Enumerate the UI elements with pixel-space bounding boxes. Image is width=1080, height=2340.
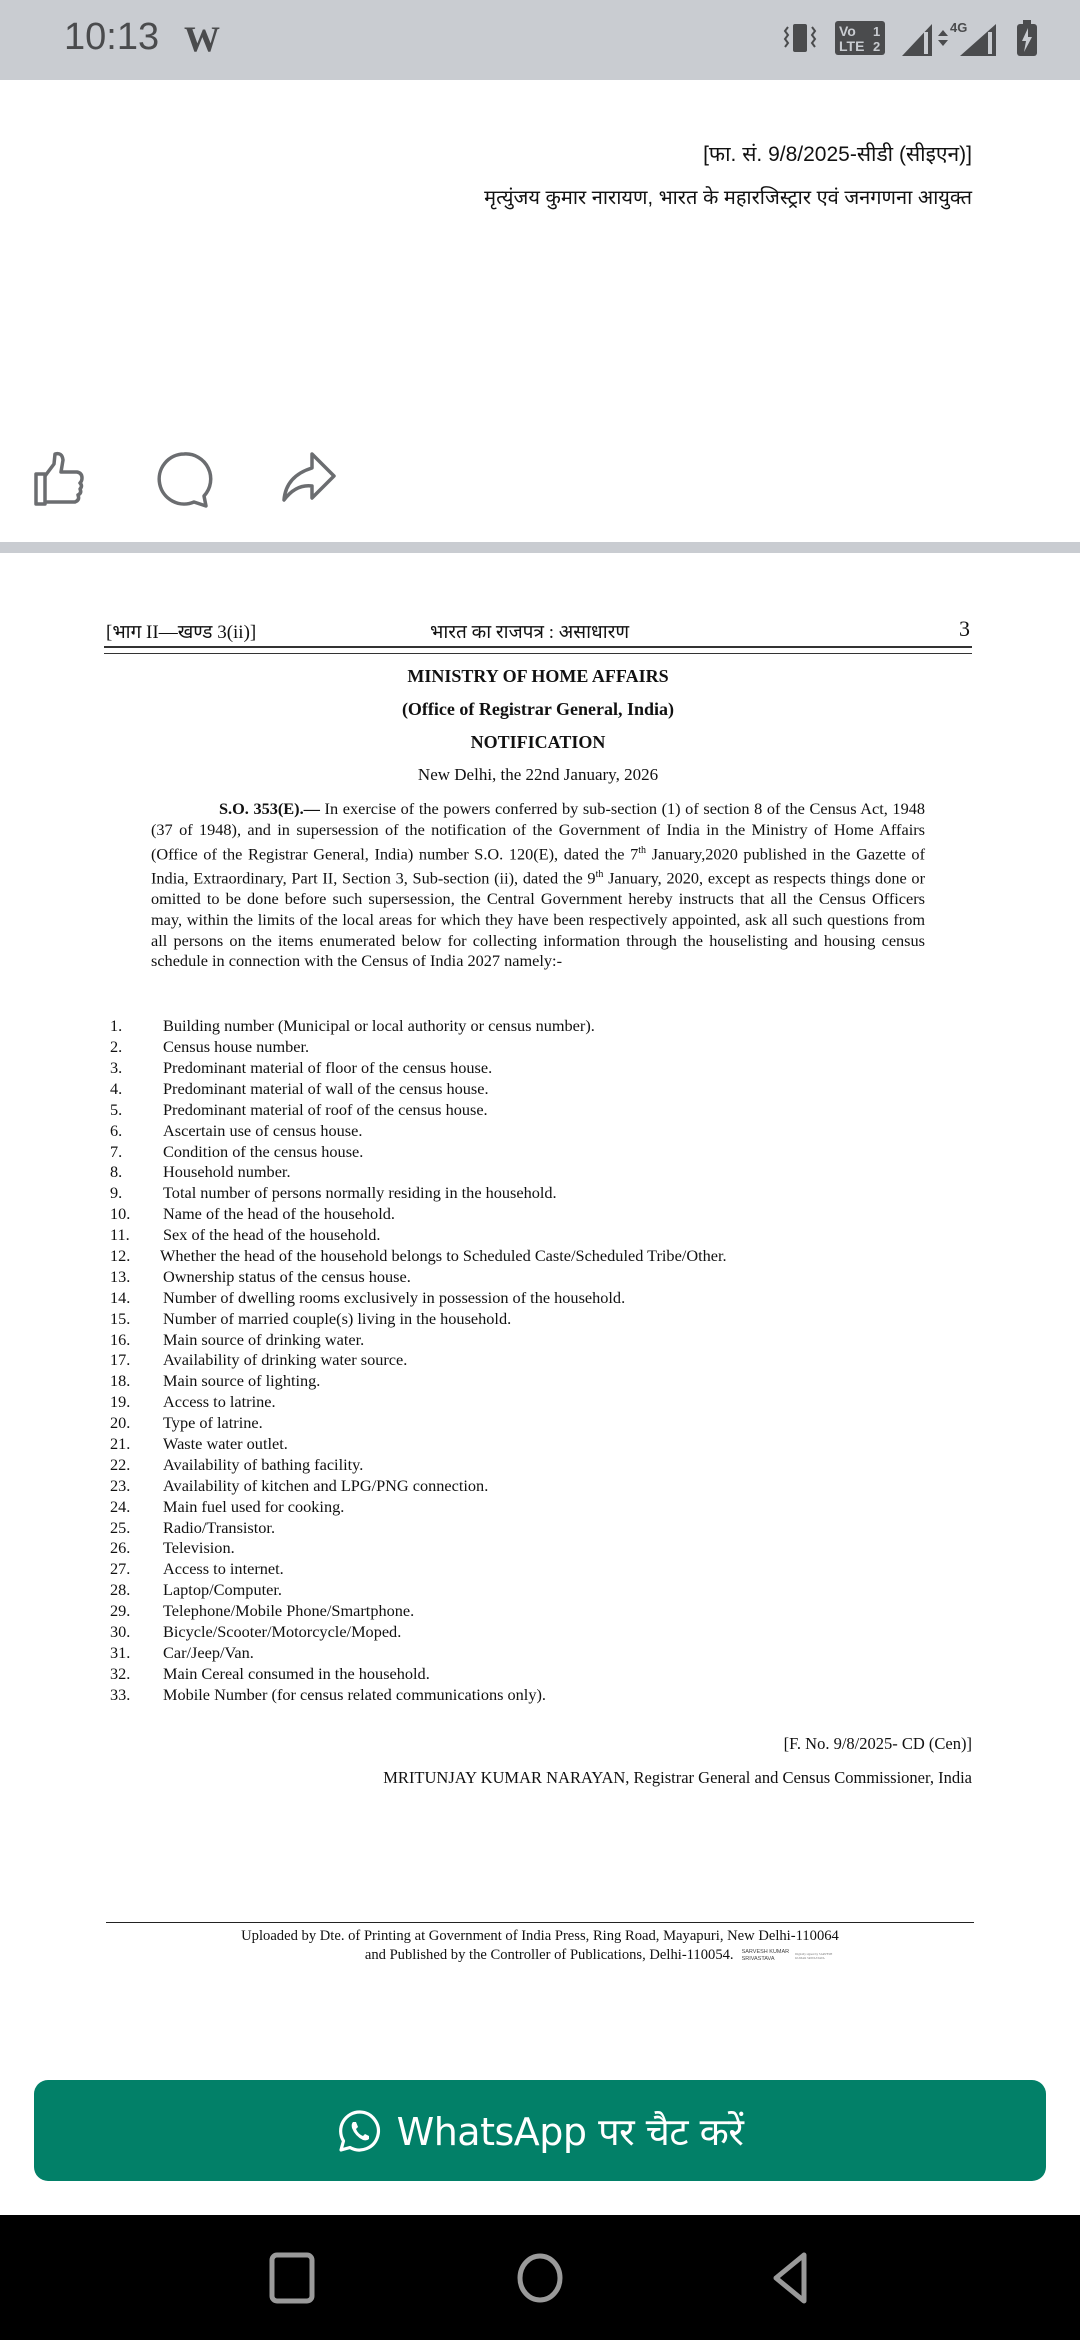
census-item-text: Name of the head of the household. — [163, 1204, 395, 1224]
like-button[interactable] — [30, 450, 94, 510]
census-item-number: 16. — [110, 1329, 131, 1349]
signal-network-icons — [900, 18, 1000, 58]
census-item-number: 20. — [110, 1413, 131, 1433]
census-item-number: 33. — [110, 1684, 131, 1704]
census-item — [104, 1100, 972, 1121]
svg-text:1: 1 — [873, 24, 881, 39]
notification-date: New Delhi, the 22nd January, 2026 — [417, 765, 659, 784]
census-item-text: Availability of kitchen and LPG/PNG connection. — [163, 1475, 489, 1495]
office-heading: (Office of Registrar General, India) — [401, 699, 675, 719]
file-number: [F. No. 9/8/2025- CD (Cen)] — [783, 1733, 972, 1753]
digital-signer: SARVESH KUMAR SRIVASTAVA — [741, 1948, 790, 1962]
census-item — [104, 1350, 972, 1371]
census-item-text: Number of dwelling rooms exclusively in possession of the household. — [163, 1287, 626, 1307]
census-item-number: 24. — [110, 1496, 131, 1516]
census-item-number: 17. — [110, 1350, 131, 1370]
notification-heading: NOTIFICATION — [470, 732, 606, 752]
census-item — [104, 1434, 972, 1455]
census-item-text: Ownership status of the census house. — [163, 1266, 411, 1286]
census-item — [104, 1664, 972, 1685]
census-item — [104, 1204, 972, 1225]
census-item-number: 27. — [110, 1559, 131, 1579]
census-item — [104, 1162, 972, 1183]
census-item-number: 13. — [110, 1266, 131, 1286]
census-item-number: 1. — [110, 1016, 123, 1036]
footer-line-2: and Published by the Controller of Publications, Delhi-110054. — [364, 1947, 734, 1963]
census-item — [104, 1267, 972, 1288]
census-item-number: 7. — [110, 1141, 123, 1161]
census-item-number: 18. — [110, 1371, 131, 1391]
thumbs-up-icon — [30, 450, 90, 510]
census-item-number: 26. — [110, 1538, 131, 1558]
data-arrows-icon — [938, 30, 948, 46]
footer-rule — [106, 1922, 974, 1923]
census-item-text: Telephone/Mobile Phone/Smartphone. — [163, 1601, 415, 1621]
share-arrow-icon — [278, 450, 338, 510]
post-divider — [0, 542, 1080, 553]
census-item-text: Television. — [163, 1538, 235, 1558]
comment-button[interactable] — [154, 450, 218, 510]
gazette-header — [104, 610, 972, 644]
signal-sim1-icon — [902, 24, 932, 56]
census-item — [104, 1309, 972, 1330]
census-item — [104, 1622, 972, 1643]
census-items-list — [104, 1016, 972, 1705]
census-item — [104, 1016, 972, 1037]
census-item-text: Access to latrine. — [163, 1392, 276, 1412]
census-item-text: Sex of the head of the household. — [163, 1225, 381, 1245]
recents-button[interactable] — [262, 2249, 322, 2309]
census-item — [104, 1246, 972, 1267]
gazette-title-hindi: भारत का राजपत्र : असाधारण — [430, 622, 630, 643]
census-item — [104, 1142, 972, 1163]
census-item — [104, 1518, 972, 1539]
status-icons — [780, 18, 1040, 58]
census-item-text: Ascertain use of census house. — [163, 1120, 363, 1140]
census-item — [104, 1330, 972, 1351]
recents-square-icon — [262, 2249, 322, 2309]
comment-bubble-icon — [154, 450, 214, 510]
census-item-number: 15. — [110, 1308, 131, 1328]
census-item — [104, 1601, 972, 1622]
signatory: MRITUNJAY KUMAR NARAYAN, Registrar General and Census Commissioner, India — [383, 1767, 972, 1787]
census-item — [104, 1476, 972, 1497]
file-number-hindi: [फा. सं. 9/8/2025-सीडी (सीइएन)] — [703, 143, 972, 166]
census-item — [104, 1559, 972, 1580]
header-rule — [104, 646, 972, 654]
census-item-number: 25. — [110, 1517, 131, 1537]
battery-charging-icon — [1014, 18, 1040, 58]
census-item-number: 6. — [110, 1120, 123, 1140]
gazette-footer — [106, 1927, 974, 1965]
census-item-number: 14. — [110, 1287, 131, 1307]
census-item-text: Car/Jeep/Van. — [163, 1642, 254, 1662]
digital-signature-meta: Digitally signed by SARVESH KUMAR SRIVASTAVA — [795, 1951, 833, 1960]
census-item-text: Main source of drinking water. — [163, 1329, 365, 1349]
census-item-text: Main fuel used for cooking. — [163, 1496, 345, 1516]
census-item-text: Predominant material of wall of the census house. — [163, 1078, 489, 1098]
census-item — [104, 1497, 972, 1518]
census-item — [104, 1413, 972, 1434]
gazette-page-number: 3 — [959, 616, 970, 641]
census-item-text: Waste water outlet. — [163, 1434, 288, 1454]
notification-body: S.O. 353(E).— In exercise of the powers conferred by sub-section (1) of section 8 of the Census Act, 1948 (37 of 1948), and in supersession of the notification of the Government of India in the Ministry of Home Affairs (Office of the Registrar General, India) number S.O. 120(E), dated the 7th January,2020 published in the Gazette of India, Extraordinary, Part II, Section 3, Sub-section (ii), dated the 9th January, 2020, except as respects things done or omitted to be done before such supersession, the Central Government hereby instructs that all the Census Officers may, within the limits of the local areas for which they have been respectively appointed, ask all such questions from all persons on the items enumerated below for collecting information through the houselisting and housing census schedule in connection with the Census of India 2027 namely:- — [151, 799, 925, 971]
census-item-text: Radio/Transistor. — [163, 1517, 276, 1537]
census-item-text: Census house number. — [163, 1037, 310, 1057]
svg-text:LTE: LTE — [839, 38, 865, 54]
census-item — [104, 1392, 972, 1413]
ministry-heading: MINISTRY OF HOME AFFAIRS — [407, 666, 669, 686]
census-item-text: Household number. — [163, 1162, 291, 1182]
census-item — [104, 1643, 972, 1664]
census-item-text: Main Cereal consumed in the household. — [163, 1663, 430, 1683]
census-item — [104, 1079, 972, 1100]
svg-text:2: 2 — [873, 39, 881, 54]
census-item-number: 3. — [110, 1058, 123, 1077]
system-nav-bar — [0, 2215, 1080, 2340]
census-item-text: Access to internet. — [163, 1559, 284, 1579]
census-item — [104, 1225, 972, 1246]
census-item-text: Laptop/Computer. — [163, 1580, 282, 1600]
census-item-number: 12. — [110, 1246, 131, 1266]
status-time: 10:13 — [64, 16, 160, 58]
census-item-number: 22. — [110, 1454, 131, 1474]
census-item-number: 32. — [110, 1663, 131, 1683]
census-item-text: Number of married couple(s) living in the household. — [163, 1308, 512, 1328]
census-item-number: 29. — [110, 1601, 131, 1621]
footer-line-1: Uploaded by Dte. of Printing at Government of India Press, Ring Road, Mayapuri, New Delhi-110064 — [241, 1928, 839, 1944]
census-item-number: 11. — [110, 1225, 130, 1245]
census-item-number: 19. — [110, 1392, 131, 1412]
status-bar — [0, 0, 1080, 80]
home-button[interactable] — [510, 2249, 570, 2309]
census-item-number: 8. — [110, 1162, 123, 1182]
gazette-part-section: [भाग II—खण्ड 3(ii)] — [106, 622, 257, 643]
back-triangle-icon — [760, 2249, 820, 2309]
wikipedia-notification-icon: W — [184, 19, 220, 59]
census-item-number: 23. — [110, 1475, 131, 1495]
census-item-text: Total number of persons normally residing in the household. — [163, 1183, 557, 1203]
home-circle-icon — [510, 2249, 570, 2309]
census-item-number: 9. — [110, 1183, 123, 1203]
census-item — [104, 1183, 972, 1204]
census-item-text: Whether the head of the household belongs to Scheduled Caste/Scheduled Tribe/Other. — [160, 1246, 727, 1266]
order-number: S.O. 353(E).— — [219, 799, 320, 818]
census-item-number: 31. — [110, 1642, 131, 1662]
census-item-text: Availability of drinking water source. — [163, 1350, 408, 1370]
census-item-text: Mobile Number (for census related communications only). — [163, 1684, 546, 1704]
post-actions — [30, 450, 430, 510]
volte-lte-icon — [834, 18, 886, 58]
whatsapp-icon — [337, 2108, 383, 2154]
census-item-number: 28. — [110, 1580, 131, 1600]
signatory-hindi: मृत्युंजय कुमार नारायण, भारत के महारजिस्ट्रार एवं जनगणना आयुक्त — [484, 187, 972, 209]
whatsapp-chat-button[interactable] — [34, 2080, 1046, 2181]
share-button[interactable] — [278, 450, 342, 510]
gazette-page[interactable] — [104, 610, 972, 1788]
census-item-text: Building number (Municipal or local authority or census number). — [163, 1016, 595, 1036]
census-item — [104, 1455, 972, 1476]
census-item-text: Predominant material of roof of the census house. — [163, 1099, 488, 1119]
census-item-number: 5. — [110, 1099, 123, 1119]
network-4g-icon: 4G — [950, 20, 968, 35]
back-button[interactable] — [760, 2249, 820, 2309]
census-item-text: Predominant material of floor of the census house. — [163, 1058, 493, 1077]
census-item — [104, 1288, 972, 1309]
census-item-text: Condition of the census house. — [163, 1141, 364, 1161]
census-item-text: Bicycle/Scooter/Motorcycle/Moped. — [163, 1622, 402, 1642]
census-item-number: 2. — [110, 1037, 123, 1057]
vibrate-icon — [780, 18, 820, 58]
census-item-text: Type of latrine. — [163, 1413, 263, 1433]
census-item — [104, 1685, 972, 1706]
whatsapp-button-label: WhatsApp पर चैट करें — [396, 2109, 744, 2154]
census-item-number: 4. — [110, 1078, 123, 1098]
census-item-number: 21. — [110, 1434, 131, 1454]
census-item — [104, 1058, 972, 1079]
census-item — [104, 1371, 972, 1392]
census-item — [104, 1580, 972, 1601]
census-item — [104, 1121, 972, 1142]
census-item — [104, 1037, 972, 1058]
census-item-number: 30. — [110, 1622, 131, 1642]
census-item-text: Main source of lighting. — [163, 1371, 321, 1391]
census-item — [104, 1538, 972, 1559]
census-item-text: Availability of bathing facility. — [163, 1454, 364, 1474]
census-item-number: 10. — [110, 1204, 131, 1224]
svg-text:Vo: Vo — [839, 23, 856, 39]
